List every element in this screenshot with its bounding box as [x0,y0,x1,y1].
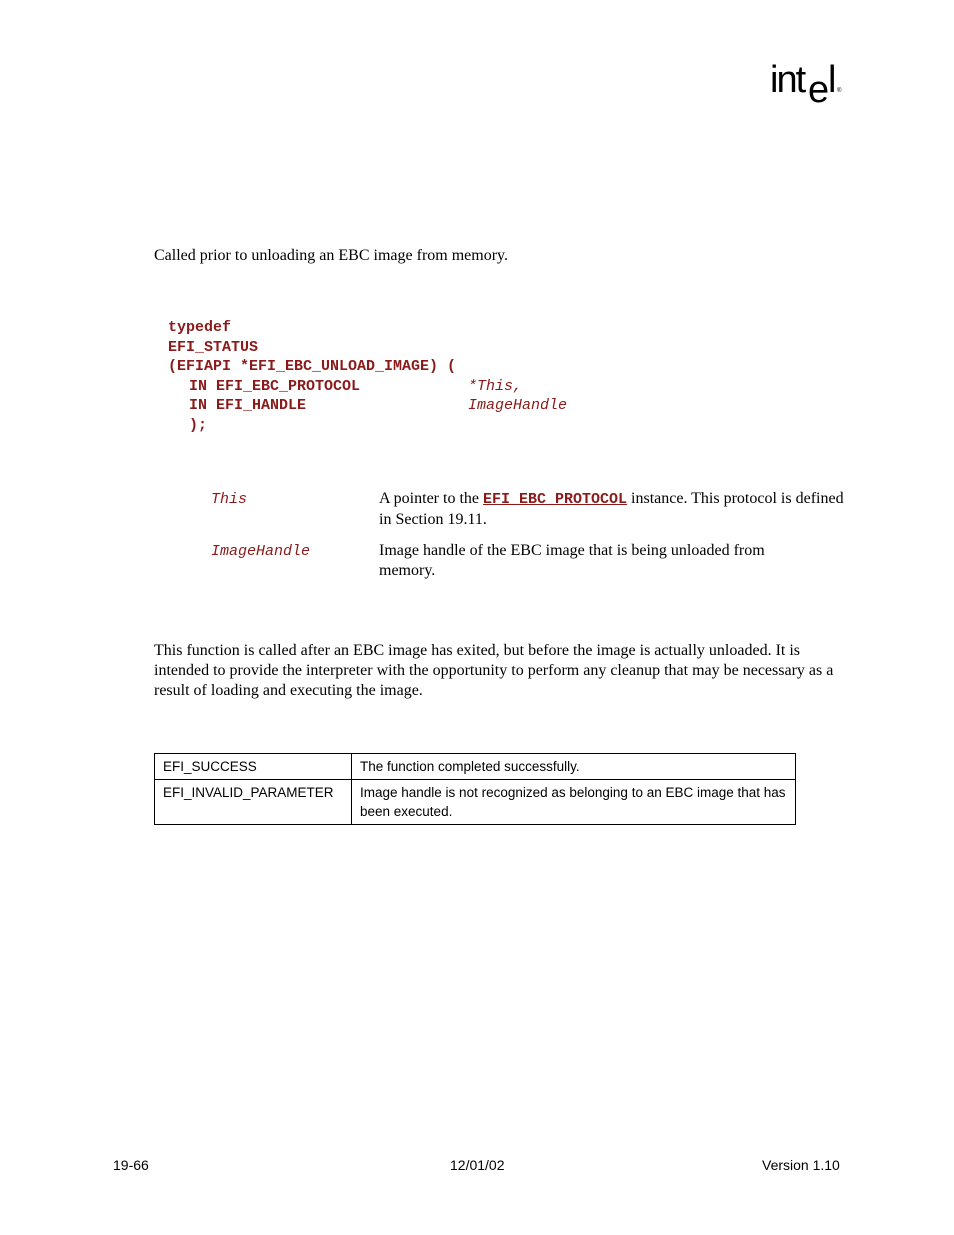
status-code-cell: EFI_SUCCESS [155,754,352,780]
svg-text:®: ® [837,88,842,94]
intel-logo [770,56,850,106]
prototype-arg1-name: *This, [468,377,523,395]
table-row [155,754,796,780]
param-name-this: This [211,491,248,508]
prototype-arg2-name: ImageHandle [468,397,568,414]
svg-text:int: int [770,59,805,101]
description-text: This function is called after an EBC image has exited, but before the image is actually unloaded. It is intended to provide the interpreter with the opportunity to perform any cleanup that may be necessary as a result of loading and executing the image. [154,642,834,699]
table-row [155,780,796,825]
status-desc-cell: Image handle is not recognized as belonging to an EBC image that has been executed. [352,780,796,825]
param-name-imagehandle: ImageHandle [211,543,311,560]
summary-text: Called prior to unloading an EBC image from memory. [154,247,508,264]
prototype-typedef: typedef [168,319,232,336]
footer-version: Version 1.10 [762,1157,840,1173]
status-codes-table [154,753,796,825]
param-desc-this-pre: A pointer to the [379,490,483,507]
status-desc-cell: The function completed successfully. [352,754,796,780]
footer-page-number: 19-66 [113,1157,149,1173]
prototype-function-name: (EFIAPI *EFI_EBC_UNLOAD_IMAGE) ( [168,358,457,375]
prototype-close: ); [189,416,208,434]
svg-text:e: e [808,69,828,106]
status-code-cell: EFI_INVALID_PARAMETER [155,780,352,825]
param-desc-this-post: instance. This protocol is defined in Section 19.11. [379,490,844,528]
prototype-arg1-type: IN EFI_EBC_PROTOCOL [189,377,361,395]
param-desc-this [379,489,844,530]
prototype-return-type: EFI_STATUS [168,338,259,356]
prototype-arg2-type: IN EFI_HANDLE [189,397,307,414]
efi-ebc-protocol-link[interactable]: EFI_EBC_PROTOCOL [482,491,628,508]
footer-date: 12/01/02 [450,1157,505,1173]
svg-text:l: l [828,59,837,101]
intel-logo-icon [770,56,850,106]
param-desc-imagehandle: Image handle of the EBC image that is being unloaded from memory. [379,542,765,579]
